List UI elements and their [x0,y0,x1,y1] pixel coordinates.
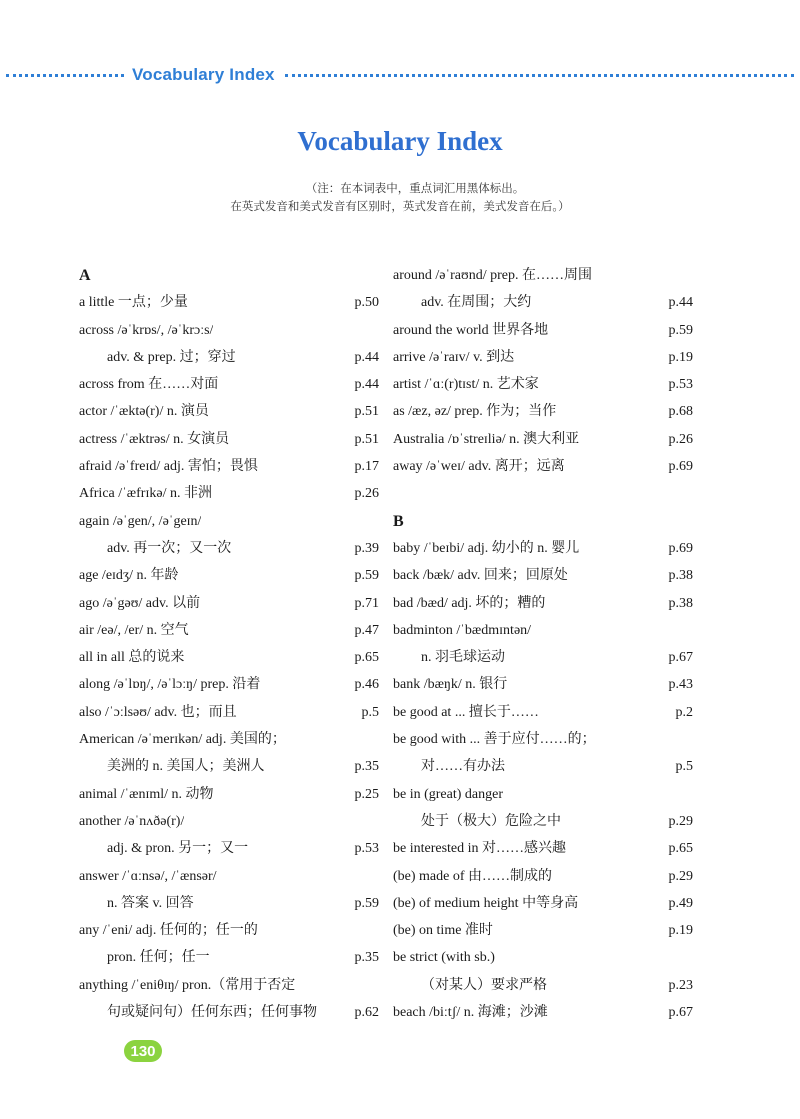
entry-text: beach /biːtʃ/ n. 海滩；沙滩 [393,1005,548,1021]
section-spacer [393,480,693,507]
entry-text: around the world 世界各地 [393,322,549,338]
entry-page: p.25 [354,786,379,802]
entry-text: as /æz, əz/ prep. 作为；当作 [393,404,557,420]
entry-text: American /əˈmerɪkən/ adj. 美国的； [79,732,286,748]
vocab-entry [79,726,379,753]
section-letter [79,262,379,289]
vocab-entry [79,398,379,425]
entry-text: also /ˈɔːlsəʊ/ adv. 也；而且 [79,704,237,720]
right-column [393,262,693,1026]
vocab-entry [393,944,693,971]
entry-text: all in all 总的说来 [79,650,185,666]
vocab-entry [79,371,379,398]
entry-page: p.59 [354,895,379,911]
vocab-entry [79,972,379,999]
entry-text: bank /bæŋk/ n. 银行 [393,677,508,693]
entry-text: artist /ˈɑː(r)tɪst/ n. 艺术家 [393,377,539,393]
entry-text: any /ˈeni/ adj. 任何的；任一的 [79,923,258,939]
vocab-entry [79,917,379,944]
entry-page: p.53 [354,841,379,857]
entry-text: age /eɪdʒ/ n. 年龄 [79,568,179,584]
page-title: Vocabulary Index [297,126,503,156]
vocab-entry [79,808,379,835]
entry-page: p.49 [668,895,693,911]
vocab-entry [79,426,379,453]
vocab-entry [393,453,693,480]
entry-text: 句或疑问句）任何东西；任何事物 [107,1005,317,1021]
entry-continuation [79,944,379,971]
header-band [0,62,800,88]
vocab-entry [79,781,379,808]
entry-page: p.17 [354,459,379,475]
entry-continuation [393,753,693,780]
entry-continuation [79,753,379,780]
entry-page: p.59 [668,322,693,338]
entry-text: Australia /ɒˈstreɪliə/ n. 澳大利亚 [393,431,580,447]
entry-text: Africa /ˈæfrɪkə/ n. 非洲 [79,486,212,502]
entry-text: 处于（极大）危险之中 [421,813,561,829]
entry-page: p.29 [668,868,693,884]
entry-text: around /əˈraʊnd/ prep. 在……周围 [393,268,592,283]
entry-continuation [79,999,379,1026]
vocab-entry [393,699,693,726]
entry-text: A [79,267,91,284]
entry-page: p.50 [354,295,379,311]
entry-page: p.29 [668,813,693,829]
entry-continuation [79,890,379,917]
entry-page: p.67 [668,1005,693,1021]
vocab-entry [79,617,379,644]
entry-text: across /əˈkrɒs/, /əˈkrɔːs/ [79,322,214,338]
vocab-entry [393,535,693,562]
entry-page: p.43 [668,677,693,693]
vocab-entry [393,262,693,289]
vocab-entry [393,344,693,371]
entry-text: adv. 在周围；大约 [421,295,532,311]
entry-continuation [79,344,379,371]
entry-page: p.53 [668,377,693,393]
page-number-badge [124,1040,162,1062]
vocab-entry [393,781,693,808]
vocab-entry [393,426,693,453]
vocab-entry [393,317,693,344]
vocab-entry [79,317,379,344]
entry-page: p.59 [354,568,379,584]
entry-text: (be) of medium height 中等身高 [393,895,579,911]
entry-text: along /əˈlɒŋ/, /əˈlɔːŋ/ prep. 沿着 [79,677,261,693]
entry-page: p.2 [675,704,693,720]
entry-continuation [79,835,379,862]
entry-text: 美洲的 n. 美国人；美洲人 [107,759,265,775]
entry-text: be good at ... 擅长于…… [393,704,539,720]
entry-text: be in (great) danger [393,786,503,802]
entry-page: p.65 [668,841,693,857]
entry-text: ago /əˈgəʊ/ adv. 以前 [79,595,201,611]
entry-text: n. 羽毛球运动 [421,650,505,666]
vocab-entry [393,726,693,753]
vocab-entry [79,699,379,726]
entry-text: back /bæk/ adv. 回来；回原处 [393,568,568,584]
entry-page: p.71 [354,595,379,611]
entry-text: n. 答案 v. 回答 [107,895,194,911]
header-title: Vocabulary Index [132,65,275,84]
left-column [79,262,379,1026]
entry-page: p.44 [354,377,379,393]
vocab-entry [79,863,379,890]
entry-text: across from 在……对面 [79,377,219,393]
entry-page: p.35 [354,759,379,775]
vocab-entry [79,508,379,535]
header-dotted-rule-right [285,74,794,77]
vocab-entry [79,289,379,316]
entry-page: p.65 [354,650,379,666]
note-line-2: 在英式发音和美式发音有区别时，英式发音在前，美式发音在后。） [230,199,570,213]
entry-text: be good with ... 善于应付……的； [393,732,596,748]
entry-page: p.69 [668,540,693,556]
entry-page: p.68 [668,404,693,420]
entry-text: air /eə/, /er/ n. 空气 [79,622,189,638]
vocab-entry [393,999,693,1026]
entry-text: again /əˈgen/, /əˈgeɪn/ [79,513,202,529]
entry-continuation [393,972,693,999]
entry-text: adv. 再一次；又一次 [107,540,232,556]
entry-text: badminton /ˈbædmɪntən/ [393,622,532,638]
entry-text: away /əˈweɪ/ adv. 离开；远离 [393,459,565,475]
vocab-entry [79,644,379,671]
entry-page: p.38 [668,595,693,611]
page-number: 130 [130,1042,156,1060]
entry-text: actor /ˈæktə(r)/ n. 演员 [79,404,209,420]
entry-text: actress /ˈæktrəs/ n. 女演员 [79,431,230,447]
entry-page: p.26 [668,431,693,447]
entry-text: adj. & pron. 另一；又一 [107,841,249,857]
entry-page: p.47 [354,622,379,638]
entry-page: p.67 [668,650,693,666]
entry-page: p.38 [668,568,693,584]
header-dotted-rule-left [6,74,124,77]
vocab-entry [79,480,379,507]
entry-text: B [393,512,404,530]
entry-continuation [393,808,693,835]
entry-page: p.46 [354,677,379,693]
entry-text: another /əˈnʌðə(r)/ [79,813,185,829]
vocab-entry [393,835,693,862]
entry-text: bad /bæd/ adj. 坏的；糟的 [393,595,546,611]
note-line-1: （注：在本词表中，重点词汇用黑体标出。 [305,181,525,195]
vocab-entry [393,617,693,644]
entry-text: (be) made of 由……制成的 [393,868,553,884]
entry-page: p.69 [668,459,693,475]
entry-text: afraid /əˈfreɪd/ adj. 害怕；畏惧 [79,459,258,475]
entry-page: p.19 [668,349,693,365]
vocab-entry [393,671,693,698]
entry-page: p.19 [668,923,693,939]
vocab-entry [393,590,693,617]
entry-page: p.35 [354,950,379,966]
entry-text: answer /ˈɑːnsə/, /ˈænsər/ [79,868,217,884]
entry-page: p.44 [668,295,693,311]
entry-text: （对某人）要求严格 [421,977,547,993]
vocab-entry [79,562,379,589]
vocab-entry [393,917,693,944]
entry-continuation [393,644,693,671]
entry-page: p.5 [361,704,379,720]
vocab-entry [393,863,693,890]
entry-text: a little 一点；少量 [79,295,188,311]
entry-page: p.44 [354,349,379,365]
entry-page: p.5 [675,759,693,775]
entry-text: baby /ˈbeɪbi/ adj. 幼小的 n. 婴儿 [393,540,580,556]
vocab-entry [393,398,693,425]
entry-page: p.62 [354,1005,379,1021]
vocab-entry [393,890,693,917]
entry-page: p.39 [354,540,379,556]
entry-continuation [393,289,693,316]
entry-text: be strict (with sb.) [393,950,495,966]
entry-text: 对……有办法 [421,759,505,775]
entry-page: p.23 [668,977,693,993]
entry-text: (be) on time 准时 [393,923,493,939]
section-letter [393,508,693,535]
vocab-entry [79,671,379,698]
entry-page: p.26 [354,486,379,502]
entry-text: adv. & prep. 过；穿过 [107,349,236,365]
entry-text: animal /ˈænɪml/ n. 动物 [79,786,214,802]
vocab-entry [79,590,379,617]
entry-text: pron. 任何；任一 [107,950,210,966]
entry-text: be interested in 对……感兴趣 [393,841,567,857]
entry-page: p.51 [354,431,379,447]
vocab-entry [393,371,693,398]
vocab-entry [79,453,379,480]
entry-page: p.51 [354,404,379,420]
entry-text: arrive /əˈraɪv/ v. 到达 [393,349,515,365]
entry-continuation [79,535,379,562]
entry-text: anything /ˈeniθɪŋ/ pron.（常用于否定 [79,977,296,993]
vocab-entry [393,562,693,589]
